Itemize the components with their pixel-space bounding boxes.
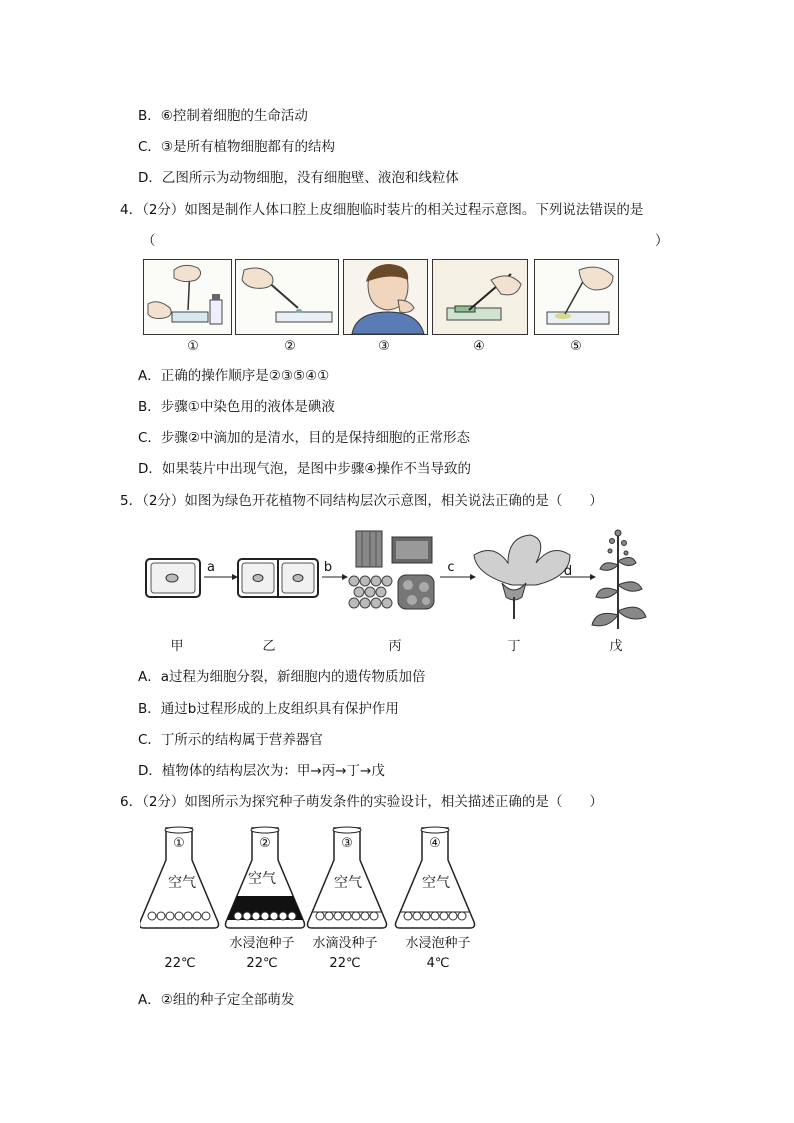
q6-stem: 6．（2分）如图所示为探究种子萌发条件的实验设计，相关描述正确的是（ ） xyxy=(120,794,603,810)
flask-2-condition: 水浸泡种子 xyxy=(229,936,295,951)
flask-3-gas: 空气 xyxy=(334,875,362,891)
step-label-1: ① xyxy=(187,339,199,354)
step-2-image xyxy=(235,259,339,335)
step-5-image xyxy=(534,259,619,335)
step-label-2: ② xyxy=(284,339,296,354)
q4-stem: 4．（2分）如图是制作人体口腔上皮细胞临时装片的相关过程示意图。下列说法错误的是 xyxy=(120,202,644,218)
q4-option-a: A．正确的操作顺序是②③⑤④① xyxy=(138,368,330,384)
flask-1-number: ① xyxy=(173,836,185,851)
label-wu: 戊 xyxy=(609,639,623,654)
label-bing: 丙 xyxy=(388,639,402,654)
q4-paren-right: ） xyxy=(655,233,669,249)
flower xyxy=(474,535,570,619)
q3-option-c: C．③是所有植物细胞都有的结构 xyxy=(138,139,336,155)
flask-2-number: ② xyxy=(259,836,271,851)
flask-1-gas: 空气 xyxy=(168,875,196,891)
step-label-3: ③ xyxy=(378,339,390,354)
whole-plant xyxy=(592,530,646,629)
label-jia: 甲 xyxy=(170,639,184,654)
flask-3-temp: 22℃ xyxy=(329,956,361,971)
flask-2-gas: 空气 xyxy=(248,871,276,887)
flask-4-gas: 空气 xyxy=(422,875,450,891)
q4-paren-left: （ xyxy=(142,233,156,249)
step-label-5: ⑤ xyxy=(570,339,582,354)
flask-4-condition: 水浸泡种子 xyxy=(405,936,471,951)
flask-4-number: ④ xyxy=(429,836,441,851)
q4-option-b: B．步骤①中染色用的液体是碘液 xyxy=(138,399,335,415)
dividing-cells xyxy=(238,559,318,597)
q3-option-d: D．乙图所示为动物细胞，没有细胞壁、液泡和线粒体 xyxy=(138,170,459,186)
q4-option-d: D．如果装片中出现气泡，是图中步骤④操作不当导致的 xyxy=(138,461,471,477)
arrow-label-c: c xyxy=(447,560,455,575)
step-3-image xyxy=(343,259,428,335)
flask-2-temp: 22℃ xyxy=(246,956,278,971)
q5-option-d: D．植物体的结构层次为：甲→丙→丁→戊 xyxy=(138,763,385,779)
arrow-label-a: a xyxy=(207,560,215,575)
step-4-image xyxy=(432,259,528,335)
plant-structure-diagram xyxy=(140,525,660,635)
label-yi: 乙 xyxy=(262,639,276,654)
q5-option-b: B．通过b过程形成的上皮组织具有保护作用 xyxy=(138,701,399,717)
q4-option-c: C．步骤②中滴加的是清水，目的是保持细胞的正常形态 xyxy=(138,430,471,446)
label-ding: 丁 xyxy=(507,639,521,654)
q3-option-b: B．⑥控制着细胞的生命活动 xyxy=(138,108,308,124)
flask-1-temp: 22℃ xyxy=(164,956,196,971)
q5-stem: 5．（2分）如图为绿色开花植物不同结构层次示意图，相关说法正确的是（ ） xyxy=(120,493,603,509)
single-cell xyxy=(146,559,200,597)
tissues xyxy=(349,531,434,609)
q6-option-a: A．②组的种子定全部萌发 xyxy=(138,992,295,1008)
step-1-image xyxy=(143,259,232,335)
q5-option-c: C．丁所示的结构属于营养器官 xyxy=(138,732,323,748)
flask-4-temp: 4℃ xyxy=(426,956,450,971)
arrow-label-d: d xyxy=(563,564,573,579)
step-label-4: ④ xyxy=(473,339,485,354)
arrow-label-b: b xyxy=(323,560,333,575)
q5-option-a: A．a过程为细胞分裂，新细胞内的遗传物质加倍 xyxy=(138,669,426,685)
flask-3-number: ③ xyxy=(341,836,353,851)
flask-3-condition: 水滴没种子 xyxy=(312,936,378,951)
